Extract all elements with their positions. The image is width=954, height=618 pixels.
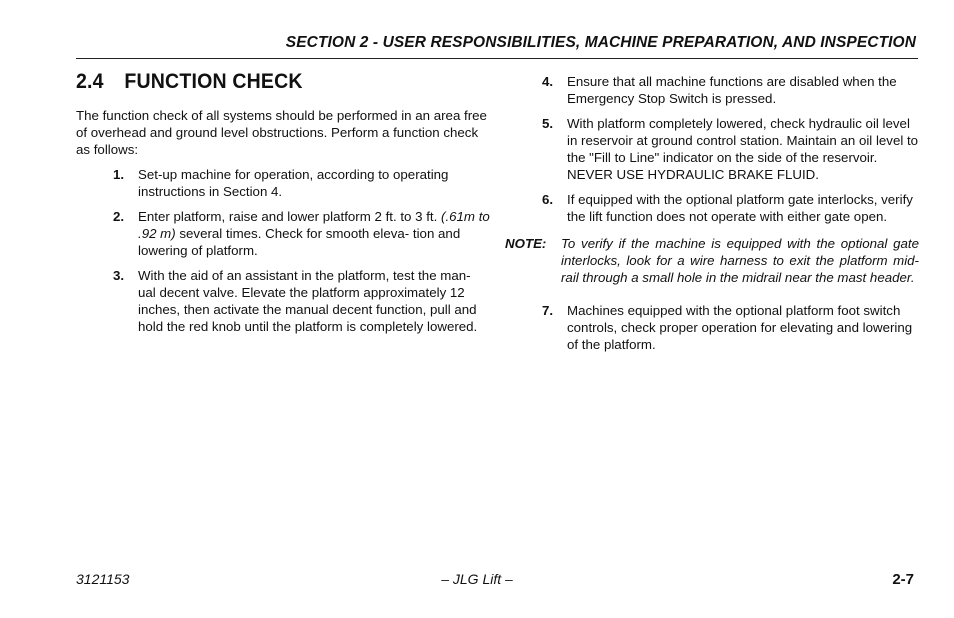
step-3 xyxy=(76,267,490,335)
step-number: 2. xyxy=(113,209,125,224)
step-text: With platform completely lowered, check hydraulic oil level in reservoir at ground control station. Maintain an oil level to the "Fill to Line" indicator on the side of the reservoir. NEVER USE HYDRAULIC BRAKE FLUID. xyxy=(567,116,919,182)
intro-paragraph: The function check of all systems should be performed in an area free of overhead and ground level obstructions. Perform a function check as follows: xyxy=(76,108,487,157)
step-2 xyxy=(76,208,490,259)
page-header: SECTION 2 - USER RESPONSIBILITIES, MACHINE PREPARATION, AND INSPECTION xyxy=(285,34,916,51)
footer-page-number: 2-7 xyxy=(892,571,914,588)
step-text: Enter platform, raise and lower platform 2 ft. to 3 ft. xyxy=(138,209,442,224)
step-text-cont: several times. Check for smooth eleva- tion and lowering of platform. xyxy=(138,226,461,258)
step-number: 4. xyxy=(542,74,554,89)
footer-doc-number: 3121153 xyxy=(76,571,130,587)
left-column xyxy=(76,107,490,343)
step-number: 3. xyxy=(113,268,125,283)
note-label: NOTE: xyxy=(505,236,547,251)
section-title-text: FUNCTION CHECK xyxy=(124,70,303,93)
right-column xyxy=(505,73,919,361)
section-number: 2.4 xyxy=(76,70,104,93)
step-text: Ensure that all machine functions are disabled when the Emergency Stop Switch is pressed. xyxy=(567,74,897,106)
step-text-metric: (.61m to .92 m) xyxy=(138,209,490,241)
step-number: 6. xyxy=(542,192,554,207)
step-text: Set-up machine for operation, according to operating instructions in Section 4. xyxy=(138,167,449,199)
step-1 xyxy=(76,166,490,200)
footer-center-text: – JLG Lift – xyxy=(441,571,513,587)
step-text: With the aid of an assistant in the platform, test the man- ual decent valve. Elevate the platform approximately 12 inches, then activate the manual decent function, pull and hold the red knob until the platform is completely lowered. xyxy=(138,268,478,334)
step-4 xyxy=(505,73,919,107)
header-rule xyxy=(76,58,918,59)
step-5 xyxy=(505,115,919,183)
step-text: If equipped with the optional platform gate interlocks, verify the lift function does not operate with either gate open. xyxy=(567,192,913,224)
step-number: 5. xyxy=(542,116,554,131)
note-text: To verify if the machine is equipped with the optional gate interlocks, look for a wire harness to exit the platform mid- rail through a small hole in the midrail near the mast header. xyxy=(561,236,919,285)
note-block xyxy=(505,235,919,286)
step-number: 7. xyxy=(542,303,554,318)
step-text: Machines equipped with the optional platform foot switch controls, check proper operation for elevating and lowering of the platform. xyxy=(567,303,913,352)
section-title xyxy=(76,70,303,94)
step-7 xyxy=(505,302,919,353)
step-6 xyxy=(505,191,919,225)
step-number: 1. xyxy=(113,167,125,182)
